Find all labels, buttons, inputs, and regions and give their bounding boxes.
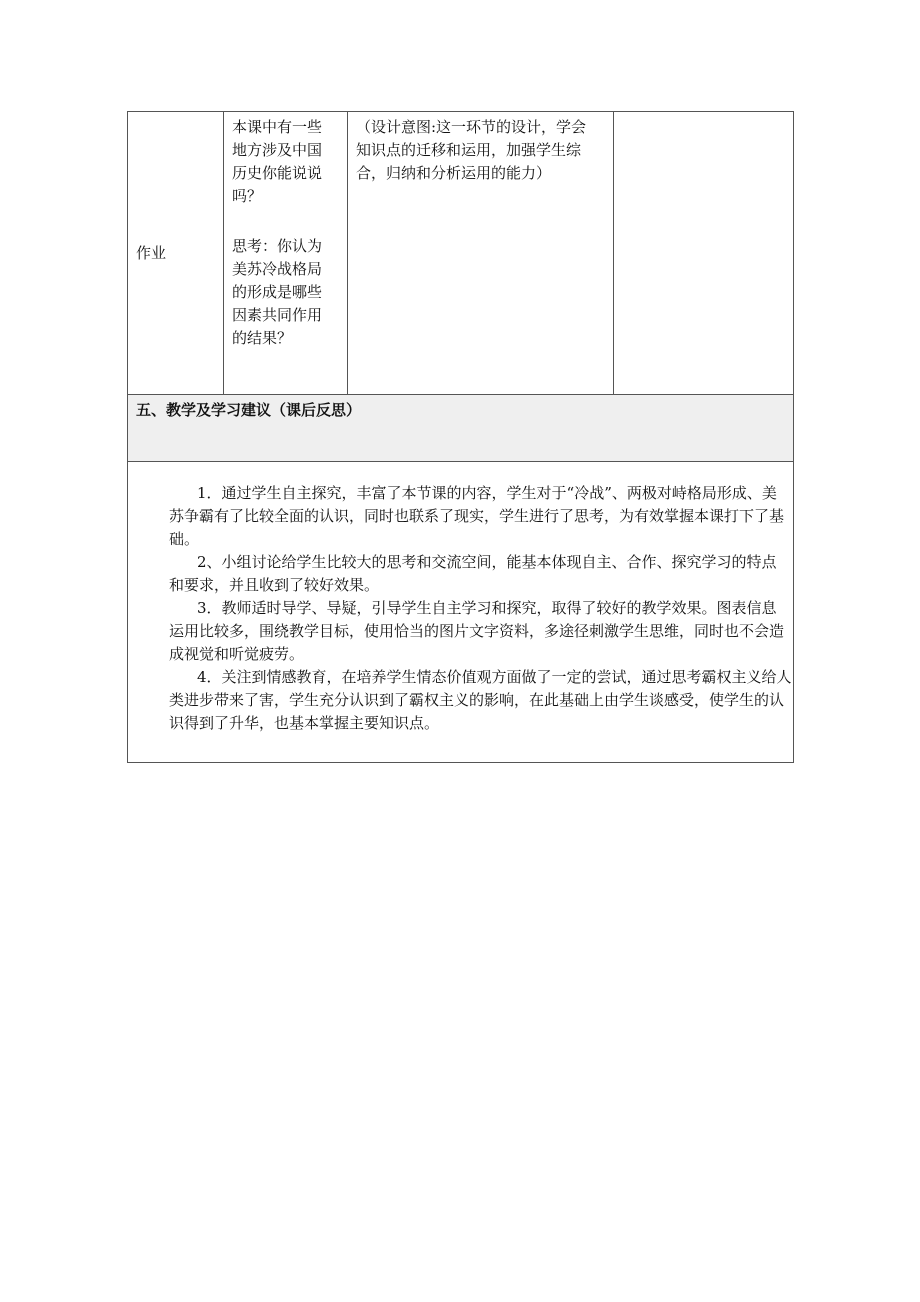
homework-label: 作业 [136, 243, 167, 262]
reflection-row [128, 462, 794, 763]
homework-label-cell [128, 112, 224, 395]
think-line: 的结果？ [232, 329, 293, 347]
task-line: 地方涉及中国 [232, 141, 323, 159]
homework-row [128, 112, 794, 395]
lesson-plan-table [127, 111, 794, 763]
think-line: 的形成是哪些 [232, 283, 323, 301]
task-line: 本课中有一些 [232, 118, 323, 136]
task-line: 吗？ [232, 187, 263, 205]
reflection-paragraph: 1．通过学生自主探究，丰富了本节课的内容，学生对于“冷战”、两极对峙格局形成、美苏争霸有了比较全面的认识，同时也联系了现实，学生进行了思考，为有效掌握本课打下了基础。 [169, 484, 785, 548]
design-line: 合，归纳和分析运用的能力） [356, 164, 552, 182]
reflection-paragraph: 3．教师适时导学、导疑，引导学生自主学习和探究，取得了较好的教学效果。图表信息运用比较多，围绕教学目标，使用恰当的图片文字资料，多途径刺激学生思维，同时也不会造成视觉和听觉疲劳。 [169, 599, 785, 663]
empty-notes-cell [614, 112, 794, 395]
section-five-header-row [128, 395, 794, 462]
design-intent-cell [348, 112, 614, 395]
reflection-cell [128, 462, 794, 763]
task-line: 历史你能说说 [232, 164, 323, 182]
reflection-paragraph: 2、小组讨论给学生比较大的思考和交流空间，能基本体现自主、合作、探究学习的特点和要求，并且收到了较好效果。 [169, 553, 777, 594]
design-line: （设计意图:这一环节的设计，学会 [356, 118, 587, 136]
homework-task-cell [224, 112, 348, 395]
think-line: 思考：你认为 [232, 237, 323, 255]
design-line: 知识点的迁移和运用，加强学生综 [356, 141, 582, 159]
reflection-paragraph: 4．关注到情感教育，在培养学生情态价值观方面做了一定的尝试，通过思考霸权主义给人类进步带来了害，学生充分认识到了霸权主义的影响，在此基础上由学生谈感受，使学生的认识得到了升华，也基本掌握主要知识点。 [169, 668, 792, 732]
think-line: 因素共同作用 [232, 306, 323, 324]
think-line: 美苏冷战格局 [232, 260, 323, 278]
section-five-title: 五、教学及学习建议（课后反思） [128, 395, 794, 462]
